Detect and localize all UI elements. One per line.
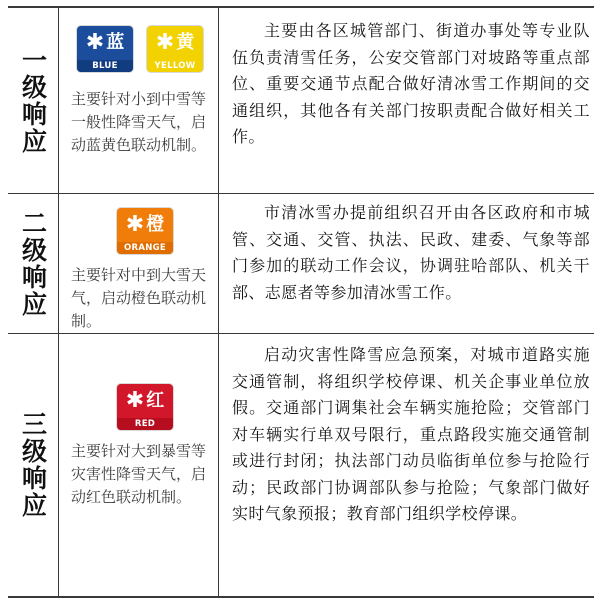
response-content bbox=[232, 18, 590, 151]
orange-warning-badge bbox=[117, 208, 173, 254]
response-content bbox=[232, 342, 590, 528]
badge-english-label: RED bbox=[117, 418, 173, 430]
level-1-label: 一级响应 bbox=[18, 46, 48, 155]
badge-color-label: 黄 bbox=[176, 32, 195, 53]
warning-badges bbox=[77, 26, 203, 72]
yellow-warning-badge bbox=[147, 26, 203, 72]
response-content-text: 市清冰雪办提前组织召开由各区政府和市城管、交通、交管、执法、民政、建委、气象等部门参加的联动工作会议，协调驻哈部队、机关干部、志愿者等参加清冰雪工作。 bbox=[232, 203, 590, 302]
snowflake-icon: ✱ bbox=[85, 30, 105, 55]
response-content-text: 主要由各区城管部门、街道办事处等专业队伍负责清雪任务，公安交管部门对坡路等重点部位、重要交通节点配合做好清冰雪工作期间的交通组织，其他各有关部门按职责配合做好相关工作。 bbox=[232, 21, 590, 146]
blue-warning-badge bbox=[77, 26, 133, 72]
level-3-label: 三级响应 bbox=[18, 411, 48, 519]
badge-color-label: 橙 bbox=[146, 214, 165, 235]
level-cell bbox=[8, 194, 58, 333]
level-cell bbox=[8, 8, 58, 193]
snowflake-icon: ✱ bbox=[125, 212, 145, 237]
red-warning-badge bbox=[117, 384, 173, 430]
level-description: 主要针对大到暴雪等灾害性降雪天气，启动红色联动机制。 bbox=[71, 442, 207, 506]
badge-color-label: 红 bbox=[146, 390, 165, 411]
warning-badges bbox=[117, 384, 173, 430]
badge-color-label: 蓝 bbox=[106, 32, 125, 53]
badge-english-label: ORANGE bbox=[117, 242, 173, 254]
snow-response-table bbox=[8, 6, 594, 598]
badge-english-label: YELLOW bbox=[147, 60, 203, 72]
level-description: 主要针对小到中雪等一般性降雪天气，启动蓝黄色联动机制。 bbox=[71, 90, 207, 154]
warning-cell bbox=[59, 8, 218, 193]
level-2-label: 二级响应 bbox=[18, 209, 48, 318]
response-content-text: 启动灾害性降雪应急预案，对城市道路实施交通管制，将组织学校停课、机关企事业单位放假。交通部门调集社会车辆实施抢险；交管部门对车辆实行单双号限行，重点路段实施交通管制或进行封闭；执法部门动员临街单位参与抢险行动；民政部门协调部队参与抢险；气象部门做好实时气象预报；教育部门组织学校停课。 bbox=[232, 345, 590, 523]
warning-cell bbox=[59, 194, 218, 333]
column-divider bbox=[218, 8, 219, 596]
warning-cell bbox=[59, 334, 218, 596]
level-cell bbox=[8, 334, 58, 596]
response-content bbox=[232, 200, 590, 306]
snowflake-icon: ✱ bbox=[125, 388, 145, 413]
snowflake-icon: ✱ bbox=[155, 30, 175, 55]
warning-badges bbox=[117, 208, 173, 254]
badge-english-label: BLUE bbox=[77, 60, 133, 72]
level-description: 主要针对中到大雪天气，启动橙色联动机制。 bbox=[71, 266, 207, 330]
